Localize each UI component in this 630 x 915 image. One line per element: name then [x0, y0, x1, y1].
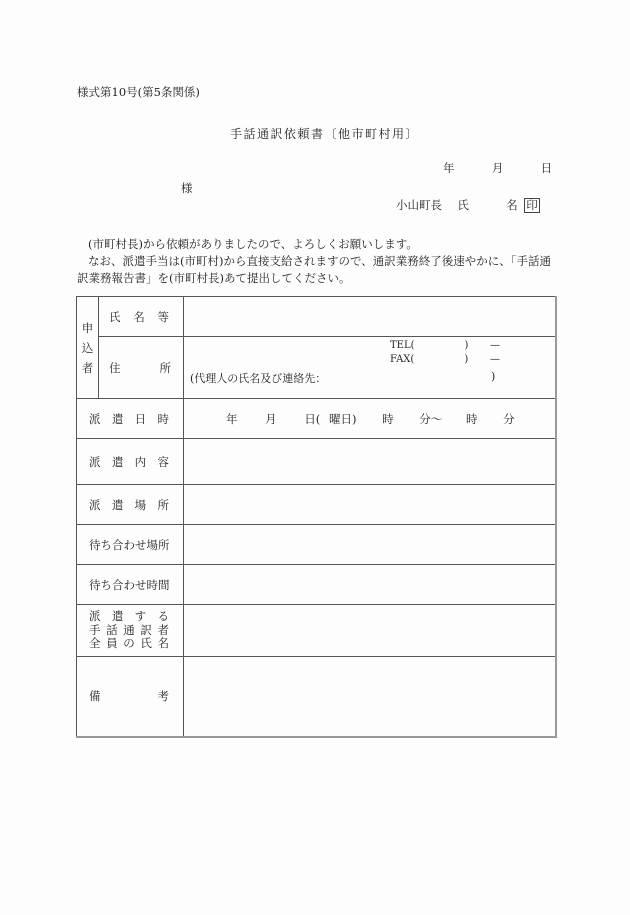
tel-dash: — — [490, 340, 500, 351]
row-interpreters — [77, 605, 557, 657]
date-year: 年 — [443, 161, 455, 175]
address-field[interactable] — [184, 337, 557, 399]
name-field[interactable] — [184, 297, 557, 337]
row-dispatch-place — [77, 485, 557, 525]
dispatch-content-field[interactable] — [184, 439, 557, 485]
form-number: 様式第10号(第5条関係) — [77, 85, 200, 99]
applicant-group-label: 申 込 者 — [77, 297, 99, 399]
paragraph-1: (市町村長)から依頼がありましたので、よろしくお願いします。 — [88, 237, 418, 251]
sender — [396, 197, 540, 213]
request-form-table — [76, 296, 557, 738]
sender-name-label-2: 名 — [506, 198, 518, 212]
dispatch-content-label: 派 遣 内 容 — [77, 439, 184, 485]
tel-label: TEL( ) — [390, 340, 469, 351]
interpreters-field[interactable] — [184, 605, 557, 657]
row-dispatch-content — [77, 439, 557, 485]
meeting-time-field[interactable] — [184, 565, 557, 605]
row-remarks — [77, 657, 557, 737]
sender-name-label-1: 氏 — [457, 198, 469, 212]
row-meeting-time — [77, 565, 557, 605]
fax-dash: — — [490, 354, 500, 365]
proxy-close-paren: ) — [491, 370, 496, 383]
meeting-place-field[interactable] — [184, 525, 557, 565]
address-label: 住 所 — [99, 337, 184, 399]
fax-label: FAX( ) — [390, 354, 469, 365]
row-meeting-place — [77, 525, 557, 565]
row-dispatch-datetime — [77, 399, 557, 439]
meeting-time-label: 待ち合わせ時間 — [77, 565, 184, 605]
dispatch-place-field[interactable] — [184, 485, 557, 525]
sender-title: 小山町長 — [396, 198, 442, 212]
paragraph-2: なお、派遣手当は(市町村)から直接支給されますので、通訳業務終了後速やかに、「手話通訳業務報告書」を(市町村長)あて提出してください。 — [77, 254, 551, 285]
row-address — [77, 337, 557, 399]
remarks-field[interactable] — [184, 657, 557, 737]
interpreters-label: 派 遣 す る 手 話 通 訳 者 全 員 の 氏 名 — [77, 605, 184, 657]
dispatch-place-label: 派 遣 場 所 — [77, 485, 184, 525]
meeting-place-label: 待ち合わせ場所 — [77, 525, 184, 565]
row-name — [77, 297, 557, 337]
date-month: 月 — [491, 161, 504, 175]
remarks-label: 備 考 — [77, 657, 184, 737]
name-label: 氏 名 等 — [99, 297, 184, 337]
date-day: 日 — [540, 161, 553, 175]
body-text — [77, 236, 557, 287]
proxy-contact-label: (代理人の氏名及び連絡先： — [190, 372, 327, 385]
date-line — [443, 160, 552, 176]
addressee-suffix: 様 — [181, 181, 193, 195]
dispatch-datetime-label: 派 遣 日 時 — [77, 399, 184, 439]
seal-mark: 印 — [526, 198, 538, 212]
dispatch-datetime-field[interactable]: 年 月 日( 曜日) 時 分～ 時 分 — [184, 399, 557, 439]
document-title: 手話通訳依頼書〔他市町村用〕 — [230, 127, 420, 141]
